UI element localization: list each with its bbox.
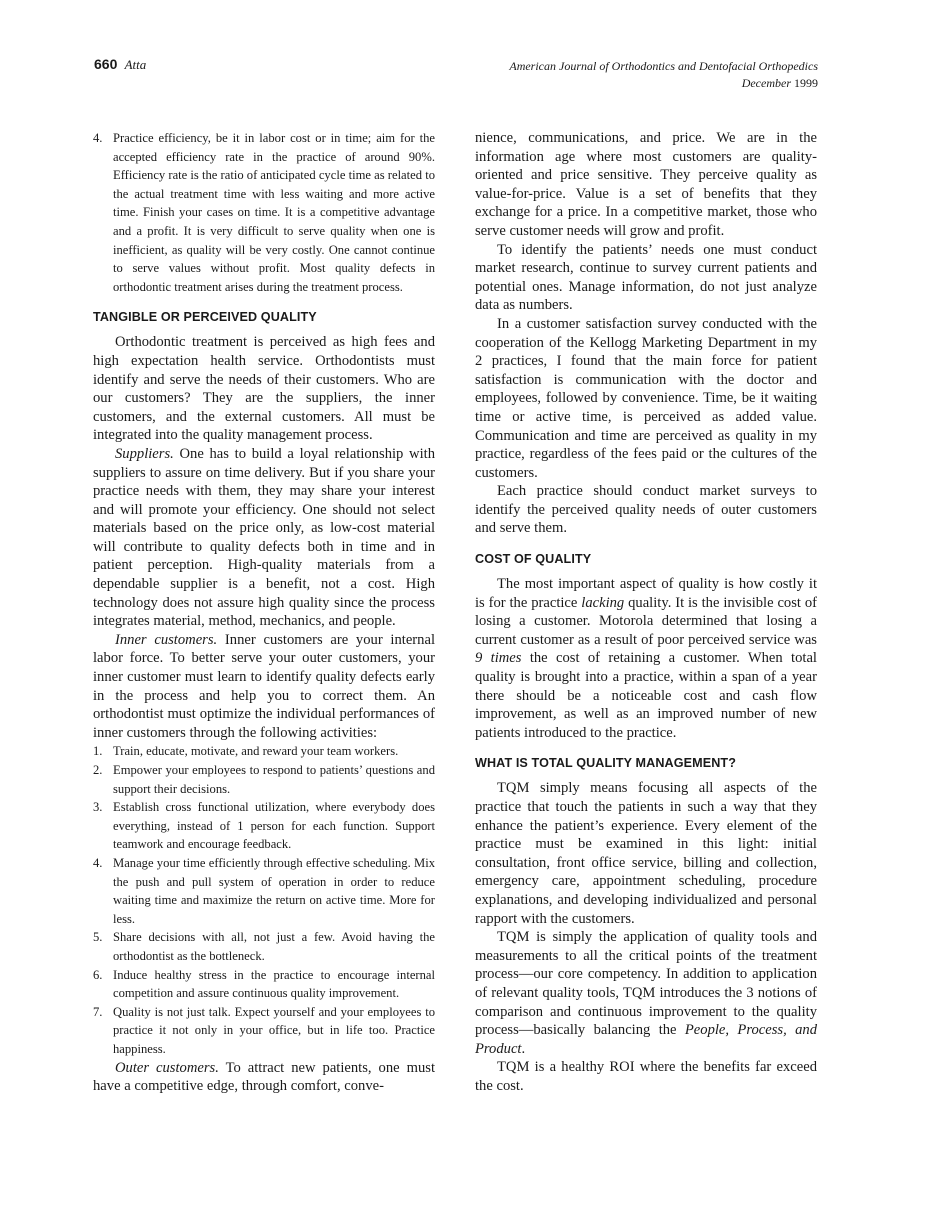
list-number: 7. <box>93 1004 103 1019</box>
list-number: 1. <box>93 744 103 759</box>
running-header-left <box>94 56 146 73</box>
list-text: Quality is not just talk. Expect yourself and your employees to practice it not only in your office, but in life too. Practice happiness. <box>113 1004 435 1056</box>
emphasis: lacking <box>581 594 625 611</box>
issue-month: December <box>741 76 791 90</box>
list-item <box>93 966 435 1003</box>
text-run: the cost of retaining a customer. When total quality is brought into a practice, within a span of a year there should be a noticeable cost and cash flow improvement, as well as an improved number of new patients introduced to the practice. <box>475 650 817 741</box>
paragraph: In a customer satisfaction survey conducted with the cooperation of the Kellogg Marketing Department in my 2 practices, I found that the main force for patient satisfaction is communication with the doctor and employees, followed by convenience. Time, be it waiting time or active time, is perceived as added value. Communication and time are perceived as quality in my practice, regardless of the fees paid or the cultures of the customers. <box>475 315 817 481</box>
paragraph-suppliers <box>93 445 435 631</box>
list-item <box>93 798 435 854</box>
paragraph-tqm-tools <box>475 928 817 1058</box>
list-number: 3. <box>93 800 103 815</box>
paragraph: To identify the patients’ needs one must conduct market research, continue to survey current patients and potential ones. Manage information, do not just analyze data as numbers. <box>475 241 817 314</box>
paragraph: Orthodontic treatment is perceived as high fees and high expectation health service. Orthodontists must identify and serve the needs of their customers. Who are our customers? They are the suppliers, the inner customers, and the external customers. All must be integrated into the quality management process. <box>93 334 435 444</box>
list-item <box>93 1003 435 1059</box>
list-text: Train, educate, motivate, and reward your team workers. <box>113 744 399 759</box>
list-item <box>93 928 435 965</box>
left-column <box>93 129 435 1096</box>
list-text: Manage your time efficiently through effective scheduling. Mix the push and pull system of operation in order to reduce waiting time and maximize the return on active time. More for less. <box>113 855 435 926</box>
list-item <box>93 761 435 798</box>
list-text: Empower your employees to respond to patients’ questions and support their decisions. <box>113 763 435 796</box>
issue-date <box>509 75 818 92</box>
run-in-heading: Outer customers. <box>115 1059 219 1076</box>
list-item <box>93 742 435 761</box>
text-run: TQM is simply the application of quality tools and measurements to all the critical points of the treatment process—our core competency. In addition to application of relevant quality tools, TQM introduces the 3 notions of comparison and continuous improvement to the quality process—basically balancing the <box>475 929 817 1039</box>
paragraph-continued: nience, communications, and price. We are in the information age where most customers are quality-oriented and price sensitive. They perceive quality as value-for-price. Value is a set of benefits that they exchange for a price. In a competitive market, those who serve customer needs will grow and profit. <box>475 130 817 239</box>
list-number: 4. <box>93 131 103 145</box>
journal-title: American Journal of Orthodontics and Dentofacial Orthopedics <box>509 59 818 73</box>
section-heading-tqm: WHAT IS TOTAL QUALITY MANAGEMENT? <box>475 756 736 771</box>
emphasis: People, Process, and Product <box>475 1022 817 1057</box>
running-header-right <box>509 58 818 92</box>
text-run: The most important aspect of quality is how costly it is for the practice <box>475 576 817 611</box>
run-in-heading: Inner customers. <box>115 631 218 648</box>
paragraph-text: To attract new patients, one must have a competitive edge, through comfort, conve- <box>93 1059 435 1095</box>
list-number: 2. <box>93 763 103 777</box>
text-run: quality. It is the invisible cost of losing a customer. Motorola determined that losing a current customer as a result of poor perceived service was <box>475 594 817 648</box>
list-number: 5. <box>93 930 103 945</box>
paragraph: TQM simply means focusing all aspects of the practice that touch the patients in such a way that they enhance the patient’s experience. Every element of the practice must be examined in this light: initial consultation, front office service, billing and collection, emergency care, appointment scheduling, procedure explanations, and developing individualized and personal rapport with the customers. <box>475 780 817 927</box>
section-heading-tangible: TANGIBLE OR PERCEIVED QUALITY <box>93 310 317 325</box>
run-in-heading: Suppliers. <box>115 445 174 462</box>
section-heading-cost: COST OF QUALITY <box>475 552 592 567</box>
list-item <box>93 854 435 928</box>
inner-customer-activities-list <box>93 742 435 1058</box>
list-text: Induce healthy stress in the practice to encourage internal competition and assure continuous quality improvement. <box>113 967 435 1001</box>
right-column <box>475 129 817 1096</box>
paragraph-outer-customers <box>93 1059 435 1096</box>
text-run: . <box>521 1040 526 1057</box>
list-number: 6. <box>93 967 103 982</box>
list-item <box>93 129 435 296</box>
emphasis: 9 times <box>475 650 522 667</box>
issue-year: 1999 <box>794 76 818 90</box>
paragraph-inner-customers <box>93 631 435 743</box>
paragraph: Each practice should conduct market surveys to identify the perceived quality needs of outer customers and serve them. <box>475 483 817 537</box>
page-number: 660 <box>94 56 118 72</box>
paragraph-text: One has to build a loyal relationship with suppliers to assure on time delivery. But if you share your practice needs with them, they may share your interest and will promote your efficiency. One should not select materials based on the price only, as low-cost material will contribute to quality defects both in time and in patient perception. High-quality materials from a dependable supplier is a benefit, not a cost. High technology does not assure high quality since the process integrates material, method, mechanics, and people. <box>93 445 435 630</box>
paragraph-cost <box>475 575 817 742</box>
list-text: Establish cross functional utilization, where everybody does everything, instead of 1 person for each function. Support teamwork and encourage feedback. <box>113 800 435 852</box>
list-number: 4. <box>93 855 103 870</box>
list-text: Share decisions with all, not just a few. Avoid having the orthodontist as the bottleneck. <box>113 930 435 963</box>
efficiency-list <box>93 129 435 296</box>
paragraph: TQM is a healthy ROI where the benefits far exceed the cost. <box>475 1059 817 1094</box>
author-name: Atta <box>124 57 147 72</box>
list-text: Practice efficiency, be it in labor cost or in time; aim for the accepted efficiency rate in the practice of around 90%. Efficiency rate is the ratio of anticipated cycle time as related to the actual treatment time with less waiting and more active time. Finish your cases on time. It is a competitive advantage and a profit. It is very difficult to serve quality when one is inefficient, as quality will be very costly. One cannot continue to serve values without profit. Most quality defects in orthodontic treatment arises during the treatment process. <box>113 131 435 294</box>
paragraph-text: Inner customers are your internal labor force. To better serve your outer customers, your inner customer must learn to identify quality defects early in the process and help you to correct them. An orthodontist must optimize the individual performances of inner customers through the following activities: <box>93 631 435 741</box>
